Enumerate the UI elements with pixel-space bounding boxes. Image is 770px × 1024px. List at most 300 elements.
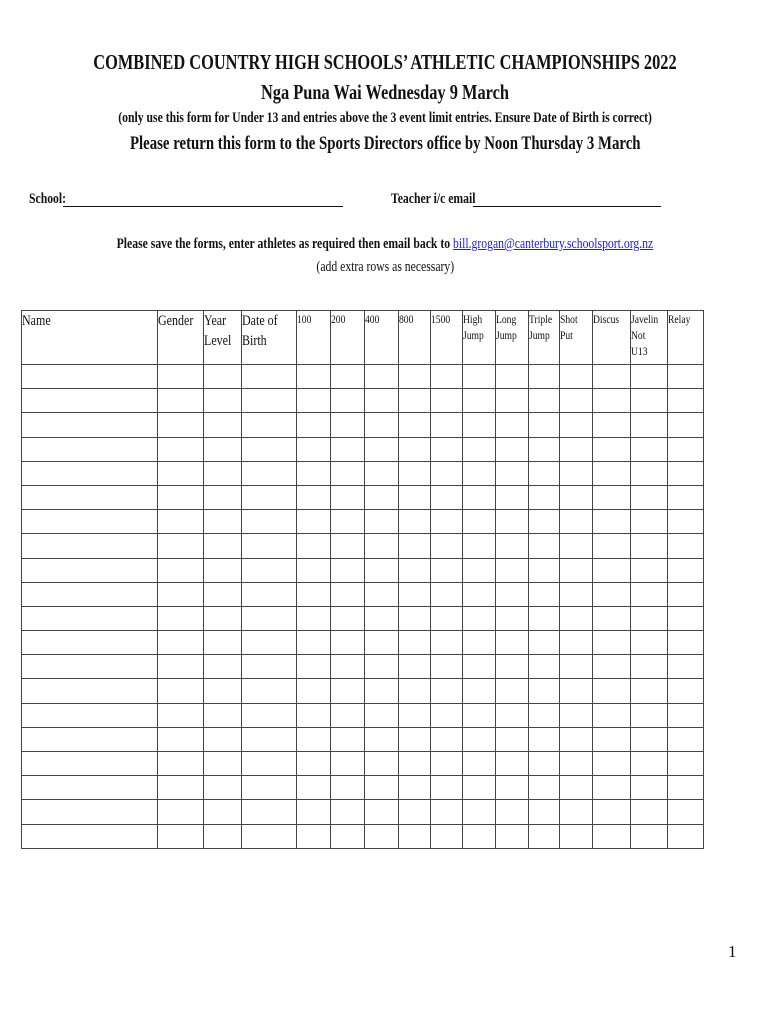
school-field[interactable] (63, 206, 343, 207)
entry-cell[interactable] (399, 413, 431, 437)
entry-cell[interactable] (560, 510, 593, 534)
entry-cell[interactable] (463, 365, 496, 389)
entry-cell[interactable] (529, 727, 560, 751)
entry-cell[interactable] (560, 800, 593, 824)
entry-cell[interactable] (463, 727, 496, 751)
entry-cell[interactable] (593, 413, 631, 437)
entry-cell[interactable] (242, 582, 297, 606)
entry-cell[interactable] (560, 631, 593, 655)
entry-cell[interactable] (365, 558, 399, 582)
entry-cell[interactable] (529, 582, 560, 606)
entry-cell[interactable] (496, 510, 529, 534)
entry-cell[interactable] (668, 679, 704, 703)
entry-cell[interactable] (242, 437, 297, 461)
entry-cell[interactable] (204, 365, 242, 389)
entry-cell[interactable] (431, 606, 463, 630)
entry-cell[interactable] (331, 534, 365, 558)
entry-cell[interactable] (496, 800, 529, 824)
entry-cell[interactable] (668, 703, 704, 727)
entry-cell[interactable] (463, 606, 496, 630)
entry-cell[interactable] (204, 510, 242, 534)
entry-cell[interactable] (668, 413, 704, 437)
entry-cell[interactable] (496, 558, 529, 582)
entry-cell[interactable] (529, 824, 560, 848)
entry-cell[interactable] (297, 703, 331, 727)
entry-cell[interactable] (399, 437, 431, 461)
entry-cell[interactable] (668, 752, 704, 776)
entry-cell[interactable] (204, 752, 242, 776)
entry-cell[interactable] (158, 510, 204, 534)
entry-cell[interactable] (158, 824, 204, 848)
entry-cell[interactable] (496, 776, 529, 800)
entry-cell[interactable] (463, 800, 496, 824)
entry-cell[interactable] (631, 389, 668, 413)
entry-cell[interactable] (399, 679, 431, 703)
entry-cell[interactable] (22, 510, 158, 534)
entry-cell[interactable] (529, 631, 560, 655)
entry-cell[interactable] (399, 485, 431, 509)
entry-cell[interactable] (331, 437, 365, 461)
entry-cell[interactable] (431, 389, 463, 413)
entry-cell[interactable] (331, 727, 365, 751)
entry-cell[interactable] (365, 606, 399, 630)
entry-cell[interactable] (399, 631, 431, 655)
entry-cell[interactable] (331, 485, 365, 509)
entry-cell[interactable] (593, 437, 631, 461)
entry-cell[interactable] (331, 461, 365, 485)
entry-cell[interactable] (529, 776, 560, 800)
entry-cell[interactable] (431, 558, 463, 582)
entry-cell[interactable] (242, 606, 297, 630)
entry-cell[interactable] (204, 703, 242, 727)
entry-cell[interactable] (242, 413, 297, 437)
entry-cell[interactable] (331, 776, 365, 800)
entry-cell[interactable] (593, 655, 631, 679)
entry-cell[interactable] (593, 800, 631, 824)
entry-cell[interactable] (365, 485, 399, 509)
entry-cell[interactable] (399, 752, 431, 776)
entry-cell[interactable] (529, 558, 560, 582)
entry-cell[interactable] (631, 485, 668, 509)
entry-cell[interactable] (463, 558, 496, 582)
entry-cell[interactable] (158, 606, 204, 630)
entry-cell[interactable] (431, 365, 463, 389)
entry-cell[interactable] (331, 655, 365, 679)
entry-cell[interactable] (242, 558, 297, 582)
entry-cell[interactable] (631, 437, 668, 461)
entry-cell[interactable] (297, 631, 331, 655)
entry-cell[interactable] (593, 776, 631, 800)
entry-cell[interactable] (204, 413, 242, 437)
entry-cell[interactable] (365, 631, 399, 655)
entry-cell[interactable] (431, 582, 463, 606)
entry-cell[interactable] (204, 824, 242, 848)
entry-cell[interactable] (22, 437, 158, 461)
entry-cell[interactable] (631, 558, 668, 582)
entry-cell[interactable] (22, 582, 158, 606)
entry-cell[interactable] (593, 510, 631, 534)
entry-cell[interactable] (204, 437, 242, 461)
entry-cell[interactable] (158, 703, 204, 727)
entry-cell[interactable] (631, 606, 668, 630)
entry-cell[interactable] (593, 461, 631, 485)
entry-cell[interactable] (158, 800, 204, 824)
entry-cell[interactable] (529, 389, 560, 413)
entry-cell[interactable] (365, 534, 399, 558)
entry-cell[interactable] (158, 655, 204, 679)
entry-cell[interactable] (204, 606, 242, 630)
entry-cell[interactable] (463, 776, 496, 800)
entry-cell[interactable] (204, 655, 242, 679)
entry-cell[interactable] (431, 631, 463, 655)
entry-cell[interactable] (431, 824, 463, 848)
entry-cell[interactable] (297, 727, 331, 751)
entry-cell[interactable] (399, 389, 431, 413)
entry-cell[interactable] (431, 776, 463, 800)
entry-cell[interactable] (399, 800, 431, 824)
entry-cell[interactable] (204, 800, 242, 824)
entry-cell[interactable] (463, 389, 496, 413)
entry-cell[interactable] (22, 365, 158, 389)
entry-cell[interactable] (158, 461, 204, 485)
entry-cell[interactable] (463, 752, 496, 776)
entry-cell[interactable] (331, 510, 365, 534)
entry-cell[interactable] (529, 679, 560, 703)
entry-cell[interactable] (242, 655, 297, 679)
entry-cell[interactable] (22, 606, 158, 630)
entry-cell[interactable] (331, 606, 365, 630)
entry-cell[interactable] (365, 752, 399, 776)
entry-cell[interactable] (593, 534, 631, 558)
entry-cell[interactable] (668, 800, 704, 824)
entry-cell[interactable] (242, 365, 297, 389)
entry-cell[interactable] (529, 655, 560, 679)
entry-cell[interactable] (297, 461, 331, 485)
entry-cell[interactable] (431, 510, 463, 534)
entry-cell[interactable] (560, 534, 593, 558)
entry-cell[interactable] (529, 437, 560, 461)
entry-cell[interactable] (365, 800, 399, 824)
entry-cell[interactable] (529, 413, 560, 437)
entry-cell[interactable] (593, 558, 631, 582)
entry-cell[interactable] (631, 582, 668, 606)
entry-cell[interactable] (158, 679, 204, 703)
entry-cell[interactable] (593, 582, 631, 606)
entry-cell[interactable] (365, 703, 399, 727)
entry-cell[interactable] (496, 365, 529, 389)
entry-cell[interactable] (204, 558, 242, 582)
entry-cell[interactable] (204, 534, 242, 558)
entry-cell[interactable] (297, 534, 331, 558)
entry-cell[interactable] (593, 752, 631, 776)
entry-cell[interactable] (204, 727, 242, 751)
entry-cell[interactable] (242, 703, 297, 727)
entry-cell[interactable] (431, 727, 463, 751)
entry-cell[interactable] (593, 365, 631, 389)
entry-cell[interactable] (668, 776, 704, 800)
entry-cell[interactable] (204, 679, 242, 703)
entry-cell[interactable] (158, 534, 204, 558)
entry-cell[interactable] (631, 824, 668, 848)
entry-cell[interactable] (22, 703, 158, 727)
entry-cell[interactable] (529, 485, 560, 509)
entry-cell[interactable] (158, 727, 204, 751)
entry-cell[interactable] (22, 655, 158, 679)
entry-cell[interactable] (331, 679, 365, 703)
teacher-email-field[interactable] (473, 206, 661, 207)
entry-cell[interactable] (242, 752, 297, 776)
entry-cell[interactable] (297, 558, 331, 582)
entry-cell[interactable] (631, 534, 668, 558)
entry-cell[interactable] (496, 679, 529, 703)
entry-cell[interactable] (331, 752, 365, 776)
entry-cell[interactable] (593, 727, 631, 751)
entry-cell[interactable] (463, 461, 496, 485)
entry-cell[interactable] (399, 461, 431, 485)
entry-cell[interactable] (560, 606, 593, 630)
entry-cell[interactable] (463, 437, 496, 461)
entry-cell[interactable] (496, 413, 529, 437)
entry-cell[interactable] (631, 510, 668, 534)
entry-cell[interactable] (668, 824, 704, 848)
entry-cell[interactable] (158, 582, 204, 606)
entry-cell[interactable] (331, 800, 365, 824)
entry-cell[interactable] (560, 365, 593, 389)
entry-cell[interactable] (431, 413, 463, 437)
entry-cell[interactable] (431, 800, 463, 824)
entry-cell[interactable] (668, 510, 704, 534)
entry-cell[interactable] (668, 631, 704, 655)
entry-cell[interactable] (158, 389, 204, 413)
entry-cell[interactable] (242, 776, 297, 800)
entry-cell[interactable] (297, 800, 331, 824)
entry-cell[interactable] (297, 510, 331, 534)
entry-cell[interactable] (297, 679, 331, 703)
entry-cell[interactable] (496, 437, 529, 461)
entry-cell[interactable] (365, 510, 399, 534)
entry-cell[interactable] (431, 703, 463, 727)
entry-cell[interactable] (331, 558, 365, 582)
entry-cell[interactable] (22, 776, 158, 800)
entry-cell[interactable] (242, 679, 297, 703)
entry-cell[interactable] (204, 389, 242, 413)
entry-cell[interactable] (399, 582, 431, 606)
entry-cell[interactable] (593, 389, 631, 413)
entry-cell[interactable] (399, 558, 431, 582)
entry-cell[interactable] (668, 437, 704, 461)
entry-cell[interactable] (158, 776, 204, 800)
entry-cell[interactable] (668, 534, 704, 558)
entry-cell[interactable] (365, 461, 399, 485)
entry-cell[interactable] (496, 631, 529, 655)
entry-cell[interactable] (399, 727, 431, 751)
entry-cell[interactable] (463, 679, 496, 703)
entry-cell[interactable] (365, 365, 399, 389)
entry-cell[interactable] (399, 510, 431, 534)
entry-cell[interactable] (529, 703, 560, 727)
entry-cell[interactable] (668, 582, 704, 606)
entry-cell[interactable] (668, 558, 704, 582)
entry-cell[interactable] (158, 752, 204, 776)
entry-cell[interactable] (463, 534, 496, 558)
entry-cell[interactable] (631, 655, 668, 679)
entry-cell[interactable] (399, 776, 431, 800)
entry-cell[interactable] (529, 606, 560, 630)
entry-cell[interactable] (331, 413, 365, 437)
entry-cell[interactable] (22, 558, 158, 582)
entry-cell[interactable] (297, 824, 331, 848)
entry-cell[interactable] (560, 461, 593, 485)
entry-cell[interactable] (204, 582, 242, 606)
entry-cell[interactable] (365, 776, 399, 800)
entry-cell[interactable] (158, 365, 204, 389)
entry-cell[interactable] (631, 365, 668, 389)
entry-cell[interactable] (631, 413, 668, 437)
entry-cell[interactable] (431, 655, 463, 679)
entry-cell[interactable] (365, 655, 399, 679)
entry-cell[interactable] (529, 510, 560, 534)
entry-cell[interactable] (297, 365, 331, 389)
entry-cell[interactable] (496, 582, 529, 606)
entry-cell[interactable] (242, 824, 297, 848)
entry-cell[interactable] (297, 752, 331, 776)
entry-cell[interactable] (496, 703, 529, 727)
entry-cell[interactable] (242, 461, 297, 485)
entry-cell[interactable] (22, 389, 158, 413)
entry-cell[interactable] (242, 631, 297, 655)
entry-cell[interactable] (204, 485, 242, 509)
entry-cell[interactable] (22, 752, 158, 776)
entry-cell[interactable] (668, 606, 704, 630)
entry-cell[interactable] (496, 534, 529, 558)
entry-cell[interactable] (297, 776, 331, 800)
entry-cell[interactable] (529, 752, 560, 776)
entry-cell[interactable] (22, 485, 158, 509)
entry-cell[interactable] (496, 389, 529, 413)
entry-cell[interactable] (463, 655, 496, 679)
entry-cell[interactable] (631, 727, 668, 751)
entry-cell[interactable] (22, 631, 158, 655)
entry-cell[interactable] (204, 776, 242, 800)
entry-cell[interactable] (631, 800, 668, 824)
entry-cell[interactable] (331, 365, 365, 389)
entry-cell[interactable] (560, 437, 593, 461)
entry-cell[interactable] (593, 824, 631, 848)
entry-cell[interactable] (529, 800, 560, 824)
entry-cell[interactable] (158, 485, 204, 509)
entry-cell[interactable] (631, 703, 668, 727)
entry-cell[interactable] (158, 631, 204, 655)
entry-cell[interactable] (158, 558, 204, 582)
entry-cell[interactable] (242, 727, 297, 751)
entry-cell[interactable] (22, 461, 158, 485)
entry-cell[interactable] (593, 631, 631, 655)
entry-cell[interactable] (22, 534, 158, 558)
entry-cell[interactable] (463, 485, 496, 509)
entry-cell[interactable] (560, 582, 593, 606)
entry-cell[interactable] (399, 534, 431, 558)
entry-cell[interactable] (22, 679, 158, 703)
entry-cell[interactable] (242, 510, 297, 534)
entry-cell[interactable] (331, 703, 365, 727)
entry-cell[interactable] (431, 534, 463, 558)
entry-cell[interactable] (496, 606, 529, 630)
entry-cell[interactable] (297, 582, 331, 606)
entry-cell[interactable] (560, 485, 593, 509)
entry-cell[interactable] (158, 413, 204, 437)
entry-cell[interactable] (496, 461, 529, 485)
entry-cell[interactable] (365, 389, 399, 413)
entry-cell[interactable] (331, 389, 365, 413)
entry-cell[interactable] (593, 606, 631, 630)
entry-cell[interactable] (631, 461, 668, 485)
entry-cell[interactable] (399, 365, 431, 389)
entry-cell[interactable] (22, 727, 158, 751)
entry-cell[interactable] (365, 413, 399, 437)
entry-cell[interactable] (431, 485, 463, 509)
entry-cell[interactable] (399, 824, 431, 848)
entry-cell[interactable] (431, 437, 463, 461)
entry-cell[interactable] (631, 679, 668, 703)
entry-cell[interactable] (463, 413, 496, 437)
entry-cell[interactable] (560, 389, 593, 413)
entry-cell[interactable] (22, 800, 158, 824)
entry-cell[interactable] (365, 582, 399, 606)
entry-cell[interactable] (560, 558, 593, 582)
entry-cell[interactable] (365, 679, 399, 703)
entry-cell[interactable] (593, 703, 631, 727)
entry-cell[interactable] (204, 461, 242, 485)
entry-cell[interactable] (331, 631, 365, 655)
entry-cell[interactable] (22, 413, 158, 437)
entry-cell[interactable] (158, 437, 204, 461)
entry-cell[interactable] (297, 606, 331, 630)
entry-cell[interactable] (463, 824, 496, 848)
entry-cell[interactable] (22, 824, 158, 848)
entry-cell[interactable] (463, 631, 496, 655)
entry-cell[interactable] (496, 752, 529, 776)
entry-cell[interactable] (593, 679, 631, 703)
entry-cell[interactable] (242, 800, 297, 824)
entry-cell[interactable] (529, 461, 560, 485)
entry-cell[interactable] (496, 824, 529, 848)
entry-cell[interactable] (399, 606, 431, 630)
entry-cell[interactable] (297, 655, 331, 679)
entry-cell[interactable] (365, 824, 399, 848)
entry-cell[interactable] (668, 655, 704, 679)
entry-cell[interactable] (496, 485, 529, 509)
entry-cell[interactable] (560, 655, 593, 679)
entry-cell[interactable] (668, 727, 704, 751)
entry-cell[interactable] (496, 727, 529, 751)
entry-cell[interactable] (463, 510, 496, 534)
entry-cell[interactable] (560, 679, 593, 703)
entry-cell[interactable] (331, 582, 365, 606)
entry-cell[interactable] (631, 631, 668, 655)
entry-cell[interactable] (297, 413, 331, 437)
entry-cell[interactable] (560, 824, 593, 848)
entry-cell[interactable] (463, 582, 496, 606)
entry-cell[interactable] (668, 365, 704, 389)
entry-cell[interactable] (431, 461, 463, 485)
entry-cell[interactable] (560, 413, 593, 437)
entry-cell[interactable] (431, 752, 463, 776)
entry-cell[interactable] (668, 461, 704, 485)
entry-cell[interactable] (529, 534, 560, 558)
entry-cell[interactable] (242, 389, 297, 413)
entry-cell[interactable] (297, 485, 331, 509)
entry-cell[interactable] (560, 752, 593, 776)
